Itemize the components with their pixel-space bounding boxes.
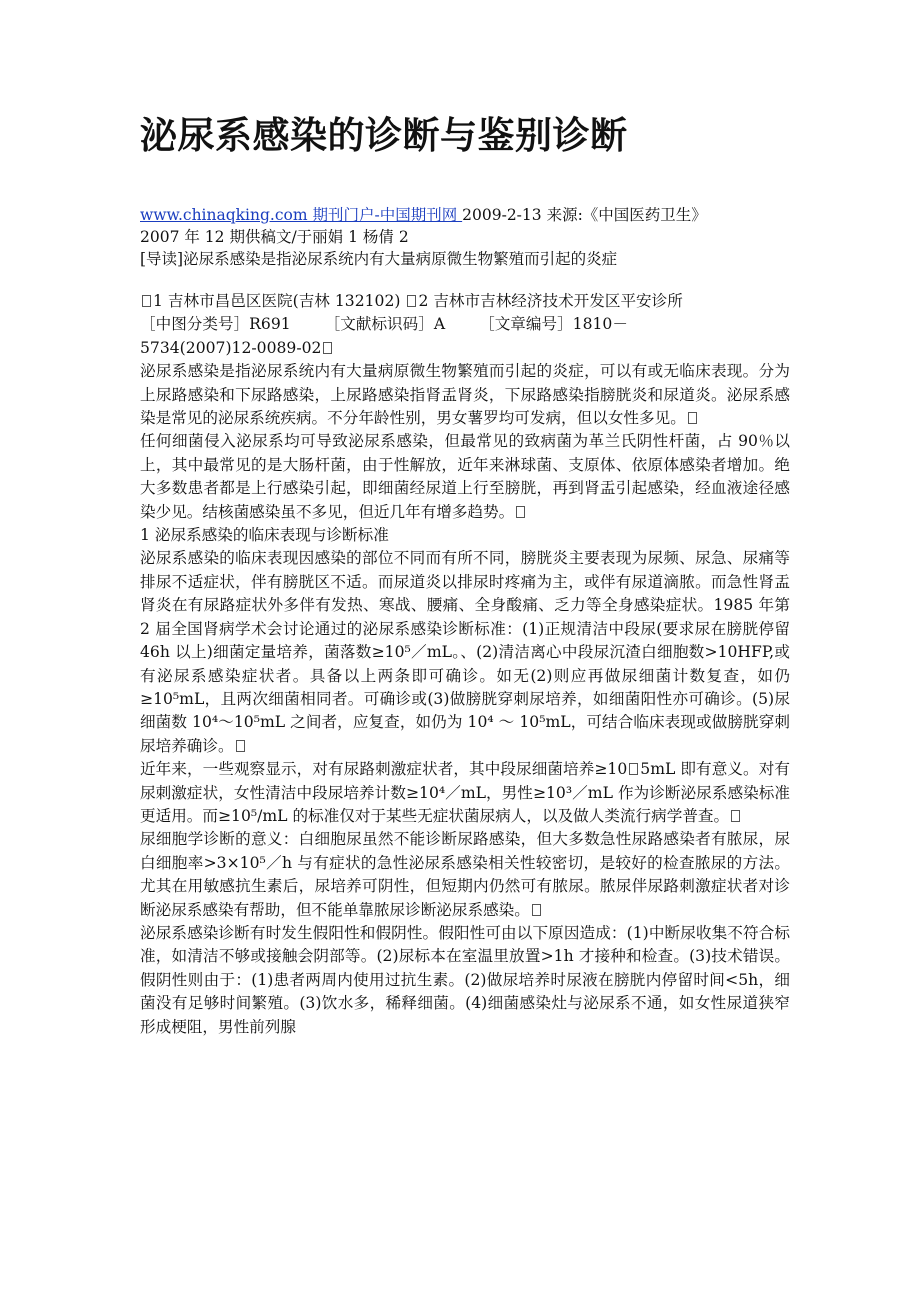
paragraph-pathogen: 任何细菌侵入泌尿系均可导致泌尿系感染，但最常见的致病菌为革兰氏阴性杆菌，占 90％以上，其中最常见的是大肠杆菌，由于性解放，近年来淋球菌、支原体、依原体感染者增加。绝大多数患者都是上行感染引起，即细菌经尿道上行至膀胱，再到肾盂引起感染，经血液途径感染少见。结核菌感染虽不多见，但近几年有增多趋势。 bbox=[140, 432, 790, 521]
article-number: ［文章编号］1810－ bbox=[479, 315, 628, 334]
missing-glyph-icon bbox=[142, 295, 151, 307]
issue-authors: 2007 年 12 期供稿文/于丽娟 1 杨倩 2 bbox=[140, 228, 409, 246]
document-page bbox=[140, 108, 790, 1039]
article-number-cont: 5734(2007)12-0089-02 bbox=[140, 337, 790, 360]
paragraph-cytology: 尿细胞学诊断的意义：白细胞尿虽然不能诊断尿路感染，但大多数急性尿路感染者有脓尿，尿白细胞率>3×10⁵／h 与有症状的急性泌尿系感染相关性较密切，是较好的检查脓尿的方法。尤其在用敏感抗生素后，尿培养可阴性，但短期内仍然可有脓尿。脓尿伴尿路刺激症状者对诊断泌尿系感染有帮助，但不能单靠脓尿诊断泌尿系感染。 bbox=[140, 830, 790, 919]
section-heading: 1 泌尿系感染的临床表现与诊断标准 bbox=[140, 526, 389, 545]
page-title: 泌尿系感染的诊断与鉴别诊断 bbox=[140, 114, 628, 157]
classification-line bbox=[140, 313, 790, 336]
source-line bbox=[140, 204, 790, 226]
missing-glyph-icon bbox=[532, 904, 541, 916]
date-source: 2009-2-13 来源:《中国医药卫生》 bbox=[462, 206, 707, 224]
missing-glyph-icon bbox=[407, 295, 416, 307]
missing-glyph-icon bbox=[688, 412, 697, 424]
paragraph-intro: 泌尿系感染是指泌尿系统内有大量病原微生物繁殖而引起的炎症，可以有或无临床表现。分为上尿路感染和下尿路感染，上尿路感染指肾盂肾炎，下尿路感染指膀胱炎和尿道炎。泌尿系感染是常见的泌尿系统疾病。不分年龄性别，男女薯罗均可发病，但以女性多见。 bbox=[140, 362, 790, 428]
source-link[interactable]: www.chinaqking.com 期刊门户-中国期刊网 bbox=[140, 206, 463, 224]
spacer bbox=[140, 270, 790, 290]
missing-glyph-icon bbox=[236, 740, 245, 752]
affiliation: 1 吉林市昌邑区医院(吉林 132102) 2 吉林市吉林经济技术开发区平安诊所 bbox=[140, 290, 790, 313]
lead-text: [导读]泌尿系感染是指泌尿系统内有大量病原微生物繁殖而引起的炎症 bbox=[140, 250, 618, 268]
paragraph-false-results: 泌尿系感染诊断有时发生假阳性和假阴性。假阳性可由以下原因造成：(1)中断尿收集不符合标准，如清洁不够或接触会阴部等。(2)尿标本在室温里放置>1h 才接种和检查。(3)技术错误。假阴性则由于：(1)患者两周内使用过抗生素。(2)做尿培养时尿液在膀胱内停留时间<5h，细菌没有足够时间繁殖。(3)饮水多，稀释细菌。(4)细菌感染灶与泌尿系不通，如女性尿道狭窄形成梗阻，男性前列腺 bbox=[140, 923, 790, 1036]
doc-code: ［文献标识码］A bbox=[324, 315, 446, 334]
missing-glyph-icon bbox=[323, 342, 332, 354]
missing-glyph-icon bbox=[629, 763, 638, 775]
missing-glyph-icon bbox=[731, 810, 740, 822]
paragraph-clinical: 泌尿系感染的临床表现因感染的部位不同而有所不同，膀胱炎主要表现为尿频、尿急、尿痛等排尿不适症状，伴有膀胱区不适。而尿道炎以排尿时疼痛为主，或伴有尿道滴脓。而急性肾盂肾炎在有尿路症状外多伴有发热、寒战、腰痛、全身酸痛、乏力等全身感染症状。1985 年第 2 届全国肾病学术会讨论通过的泌尿系感染诊断标准：(1)正规清洁中段尿(要求尿在膀胱停留 46h 以上)细菌定量培养，菌落数≥10⁵／mL。、(2)清洁离心中段尿沉渣白细胞数>10HFP,或有泌尿系感染症状者。具备以上两条即可确诊。如无(2)则应再做尿细菌计数复查，如仍≥10⁵mL，且两次细菌相同者。可确诊或(3)做膀胱穿刺尿培养，如细菌阳性亦可确诊。(5)尿细菌数 10⁴～10⁵mL 之间者，应复查，如仍为 10⁴ ～ 10⁵mL，可结合临床表现或做膀胱穿刺尿培养确诊。 bbox=[140, 549, 790, 755]
paragraph-recent: 近年来，一些观察显示，对有尿路刺激症状者，其中段尿细菌培养≥10 5mL 即有意义。对有尿刺激症状，女性清洁中段尿培养计数≥10⁴／mL，男性≥10³／mL 作为诊断泌尿系感染标准更适用。而≥10⁵/mL 的标准仅对于某些无症状菌尿病人，以及做人类流行病学普查。 bbox=[140, 760, 790, 825]
missing-glyph-icon bbox=[516, 506, 525, 518]
clc-number: ［中图分类号］R691 bbox=[140, 315, 291, 334]
